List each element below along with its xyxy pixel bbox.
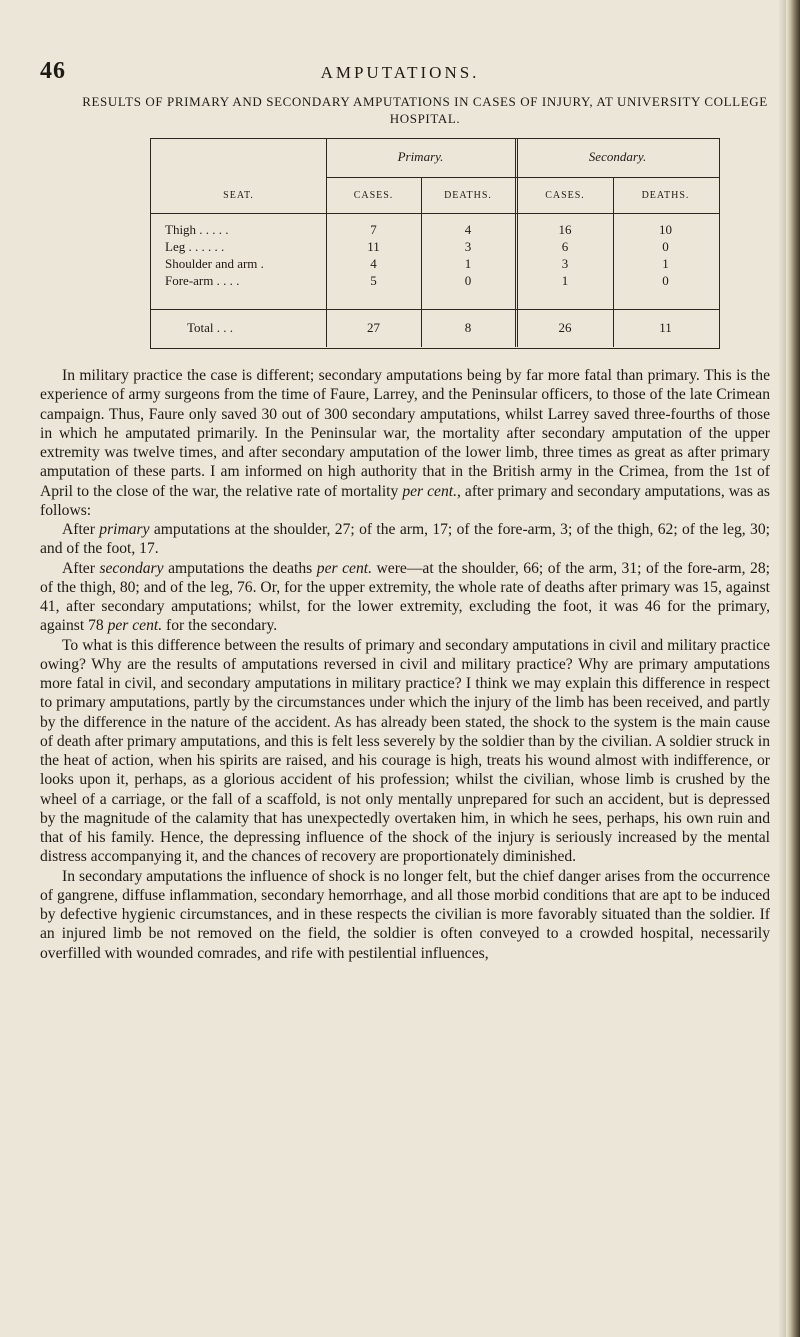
paragraph: In military practice the case is different; secondary amputations being by far more fatal than primary. This is the experience of army surgeons from the time of Faure, Larrey, and the Peninsular officers, to those of the late Crimean campaign. Thus, Faure only saved 30 out of 300 secondary amputations, whilst Larrey saved three-fourths of those in which he amputated primarily. In the Peninsular war, the mortality after secondary amputation of the upper extremity was twelve times, and after secondary amputation of the lower limb, three times as great as after primary amputation of these parts. I am informed on high authority that in the British army in the Crimea, from the 1st of April to the close of the war, the relative rate of mortality per cent., after primary and secondary amputations, was as follows: [40,367,770,519]
primary-cases-cell: 7 [370,222,377,237]
table-title: RESULTS OF PRIMARY AND SECONDARY AMPUTATIONS IN CASES OF INJURY, AT UNIVERSITY COLLEGE HOSPITAL. [82,94,768,126]
col-head-primary-deaths: DEATHS. [444,190,492,201]
seat-cell: Fore-arm . . . . [165,273,240,288]
primary-deaths-total: 8 [464,320,472,335]
secondary-cases-cell: 16 [558,222,572,237]
col-head-seat: SEAT. [223,190,254,201]
paragraph: After primary amputations at the shoulder, 27; of the arm, 17; of the fore-arm, 3; of the thigh, 62; of the leg, 30; and of the foot, 17. [40,521,770,558]
paragraph: In secondary amputations the influence of shock is no longer felt, but the chief danger arises from the occurrence of gangrene, diffuse inflammation, secondary hemorrhage, and all those morbid conditions that are apt to be induced by defective hygienic circumstances, and in these respects the civilian is more favorably situated than the soldier. If an injured limb be not removed on the field, the soldier is often conveyed to a crowded hospital, necessarily overfilled with wounded comrades, and rife with pestilential influences, [40,867,770,962]
seat-cell: Leg . . . . . . [165,239,225,254]
secondary-cases-cell: 3 [561,256,569,271]
secondary-cases-total: 26 [558,320,572,335]
secondary-cases-cell: 1 [561,273,569,288]
page-gutter-shadow [778,0,786,1337]
primary-deaths-cell: 1 [464,256,472,271]
primary-cases-cell: 11 [367,239,380,254]
secondary-deaths-cell: 0 [662,239,669,254]
primary-cases-total: 27 [367,320,380,335]
book-spine-edge [786,0,800,1337]
col-head-primary-cases: CASES. [353,190,394,201]
secondary-deaths-total: 11 [659,320,672,335]
table-rule [151,213,719,214]
results-table [150,138,720,349]
col-head-secondary-deaths: DEATHS. [641,190,690,201]
primary-cases-cell: 4 [370,256,377,271]
seat-cell: Thigh . . . . . [165,222,229,237]
total-label: Total . . . [187,320,234,335]
paragraph: To what is this difference between the results of primary and secondary amputations in civil and military practice owing? Why are the results of amputations reversed in civil and military practice? Why are primary amputations more fatal in civil, and secondary amputations in military practice? I think we may explain this difference in respect to primary amputations, partly by the circumstances under which the injury of the limb has been received, and partly by the difference in the nature of the accident. As has already been stated, the shock to the system is the main cause of death after primary amputations, and this is felt less severely by the soldier than by the civilian. A soldier struck in the heat of action, when his spirits are raised, and his courage is high, treats his wound almost with indifference, or looks upon it, perhaps, as a glorious accident of his profession; whilst the civilian, whose limb is crushed by the wheel of a carriage, or the fall of a scaffold, is not only mentally unprepared for such an accident, but is depressed by the magnitude of the calamity that has unexpectedly overtaken him, in which he sees, perhaps, his own ruin and that of his family. Hence, the depressing influence of the shock of the injury is seriously increased by the mental distress accompanying it, and the chances of recovery are proportionately diminished. [40,636,770,866]
primary-deaths-cell: 3 [464,239,472,254]
body-text [40,366,770,963]
page-number: 46 [40,58,66,84]
secondary-cases-cell: 6 [561,239,569,254]
paragraph: After secondary amputations the deaths per cent. were—at the shoulder, 66; of the arm, 31; of the fore-arm, 28; of the thigh, 80; and of the leg, 76. Or, for the upper extremity, the whole rate of deaths after primary was 15, against 41, after secondary amputations; whilst, for the lower extremity, excluding the foot, it was 46 for the primary, against 78 per cent. for the secondary. [40,559,770,635]
primary-deaths-cell: 4 [464,222,472,237]
col-head-secondary-cases: CASES. [545,190,585,201]
secondary-deaths-cell: 10 [659,222,672,237]
primary-deaths-cell: 0 [464,273,472,288]
primary-cases-cell: 5 [370,273,377,288]
secondary-deaths-cell: 1 [662,256,669,271]
group-head-primary: Primary. [397,149,444,164]
seat-cell: Shoulder and arm . [165,256,264,271]
table-rule [151,309,719,310]
running-head: AMPUTATIONS. [320,63,480,82]
table-rule [326,177,719,178]
secondary-deaths-cell: 0 [662,273,669,288]
group-head-secondary: Secondary. [588,149,647,164]
